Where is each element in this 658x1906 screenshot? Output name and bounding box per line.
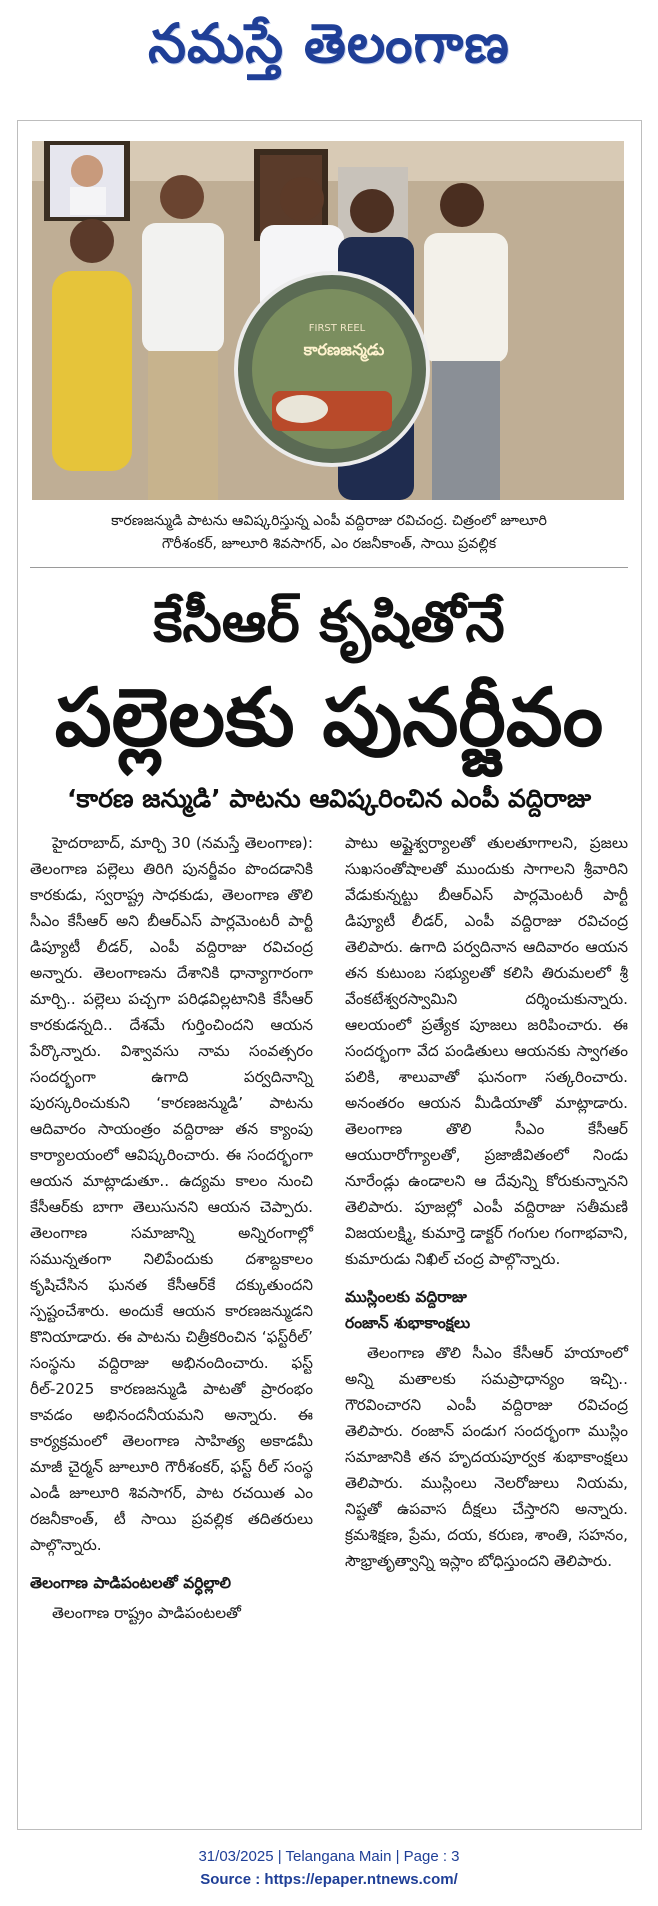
caption-line-1: కారణజన్ముడి పాటను ఆవిష్కరిస్తున్న ఎంపీ వద్దిరాజు రవిచంద్ర. చిత్రంలో జూలూరి bbox=[111, 513, 547, 529]
left-subheading: తెలంగాణ పాడిపంటలతో వర్ధిల్లాలి bbox=[30, 1574, 231, 1592]
news-photo bbox=[32, 141, 624, 500]
photo-caption bbox=[30, 510, 628, 556]
photo-illustration bbox=[32, 141, 624, 500]
masthead bbox=[0, 0, 658, 100]
left-paragraph-1: హైదరాబాద్, మార్చి 30 (నమస్తే తెలంగాణ): తెలంగాణ పల్లెలు తిరిగి పునర్జీవం పొందడానికి కారకుడు, స్వరాష్ట్ర సాధకుడు, తెలంగాణ తొలి సీఎం కేసీఆర్ అని బీఆర్ఎస్ పార్లమెంటరీ పార్టీ డిప్యూటీ లీడర్, ఎంపీ వద్దిరాజు రవిచంద్ర అన్నారు. తెలంగాణను దేశానికి ధాన్యాగారంగా మార్చి.. పల్లెలు పచ్చగా పరిఢవిల్లటానికి కేసీఆర్ కారకుడన్నది.. దేశమే గుర్తించిందని ఆయన పేర్కొన్నారు. విశ్వావసు నామ సంవత్సరం సందర్భంగా ఉగాది పర్వదినాన్ని పురస్కరించుకుని ‘కారణజన్ముడి’ పాటను ఆదివారం సాయంత్రం వద్దిరాజు తన క్యాంపు కార్యాలయంలో ఆవిష్కరించారు. ఈ సందర్భంగా ఆయన మాట్లాడుతూ.. ఉద్యమ కాలం నుంచి కేసీఆర్‌కు బాగా తెలుసునని ఆయన చెప్పారు. తెలంగాణ సమాజాన్ని అన్నిరంగాల్లో సమున్నతంగా నిలిపేందుకు దశాబ్దకాలం కృషిచేసిన ఘనత కేసీఆర్‌కే దక్కుతుందని స్పష్టంచేశారు. అందుకే ఆయన కారణజన్ముడని కొనియాడారు. ఈ పాటను చిత్రీకరించిన ‘ఫస్ట్‌రీల్’ సంస్థను వద్దిరాజు అభినందించారు. ఫస్ట్ రీల్-2025 కారణజన్ముడి పాటతో ప్రారంభం కావడం అభినందనీయమని అన్నారు. ఈ కార్యక్రమంలో తెలంగాణ సాహిత్య అకాడమీ మాజీ చైర్మన్ జూలూరి గౌరీశంకర్, ఫస్ట్ రీల్ సంస్థ ఎండీ జూలూరి శివసాగర్, పాట రచయిత ఎం రజనీకాంత్, టీ సాయి ప్రవల్లిక తదితరులు పాల్గొన్నారు. bbox=[30, 834, 313, 1554]
poster-title: కారణజన్మడు bbox=[303, 340, 385, 359]
subheadline: ‘కారణ జన్ముడి’ పాటను ఆవిష్కరించిన ఎంపీ వద్దిరాజు bbox=[66, 784, 592, 813]
right-subheading-2: రంజాన్ శుభాకాంక్షలు bbox=[345, 1314, 471, 1332]
article-column-right bbox=[345, 830, 628, 1790]
footer-edition-info: 31/03/2025 | Telangana Main | Page : 3 bbox=[198, 1848, 460, 1865]
masthead-title: నమస్తే తెలంగాణ bbox=[148, 11, 510, 75]
poster-brand: FIRST REEL bbox=[308, 323, 366, 334]
article-column-left bbox=[30, 830, 313, 1795]
right-subheading-1: ముస్లింలకు వద్దిరాజు bbox=[345, 1288, 467, 1306]
right-paragraph-1: పాటు అష్టైశ్వర్యాలతో తులతూగాలని, ప్రజలు సుఖసంతోషాలతో ముందుకు సాగాలని శ్రీవారిని వేడుకున్నట్టు బీఆర్ఎస్ పార్లమెంటరీ పార్టీ డిప్యూటీ లీడర్, ఎంపీ వద్దిరాజు రవిచంద్ర తెలిపారు. ఉగాది పర్వదినాన ఆదివారం ఆయన తన కుటుంబ సభ్యులతో కలిసి తిరుమలలో శ్రీ వేంకటేశ్వరస్వామిని దర్శించుకున్నారు. ఆలయంలో ప్రత్యేక పూజలు జరిపించారు. ఈ సందర్భంగా వేద పండితులు ఆయనకు స్వాగతం పలికి, శాలువాతో ఘనంగా సత్కరించారు. అనంతరం ఆయన మీడియాతో మాట్లాడారు. తెలంగాణ తొలి సీఎం కేసీఆర్ ఆయురారోగ్యాలతో, ప్రజాజీవితంలో నిండు నూరేండ్లు ఉండాలని ఆ దేవున్ని కోరుకున్నానని తెలిపారు. పూజల్లో ఎంపీ వద్దిరాజు సతీమణి విజయలక్ష్మి, కుమార్తె డాక్టర్ గంగుల గంగాభవాని, కుమారుడు నిఖిల్ చంద్ర పాల్గొన్నారు. bbox=[345, 834, 628, 1268]
caption-divider bbox=[30, 567, 628, 568]
headline-line-1: కేసీఆర్ కృషితోనే bbox=[153, 590, 505, 655]
left-paragraph-2: తెలంగాణ రాష్ట్రం పాడిపంటలతో bbox=[52, 1604, 241, 1622]
footer-source-link[interactable]: Source : https://epaper.ntnews.com/ bbox=[200, 1871, 458, 1888]
headline-line-2: పల్లెలకు పునర్జీవం bbox=[54, 671, 604, 764]
right-paragraph-2: తెలంగాణ తొలి సీఎం కేసీఆర్ హయాంలో అన్ని మతాలకు సమప్రాధాన్యం ఇచ్చి.. గౌరవించారని ఎంపీ వద్దిరాజు రవిచంద్ర తెలిపారు. రంజాన్ పండుగ సందర్భంగా ముస్లిం సమాజానికి తన హృదయపూర్వక శుభాకాంక్షలు తెలిపారు. ముస్లింలు నెలరోజులు నియమ, నిష్టతో ఉపవాస దీక్షలు చేస్తారని అన్నారు. క్రమశిక్షణ, ప్రేమ, దయ, కరుణ, శాంతి, సహనం, సౌభ్రాతృత్వాన్ని ఇస్లాం బోధిస్తుందని తెలిపారు. bbox=[345, 1344, 628, 1570]
caption-line-2: గౌరీశంకర్, జూలూరి శివసాగర్, ఎం రజనీకాంత్, సాయి ప్రవల్లిక bbox=[161, 536, 497, 552]
